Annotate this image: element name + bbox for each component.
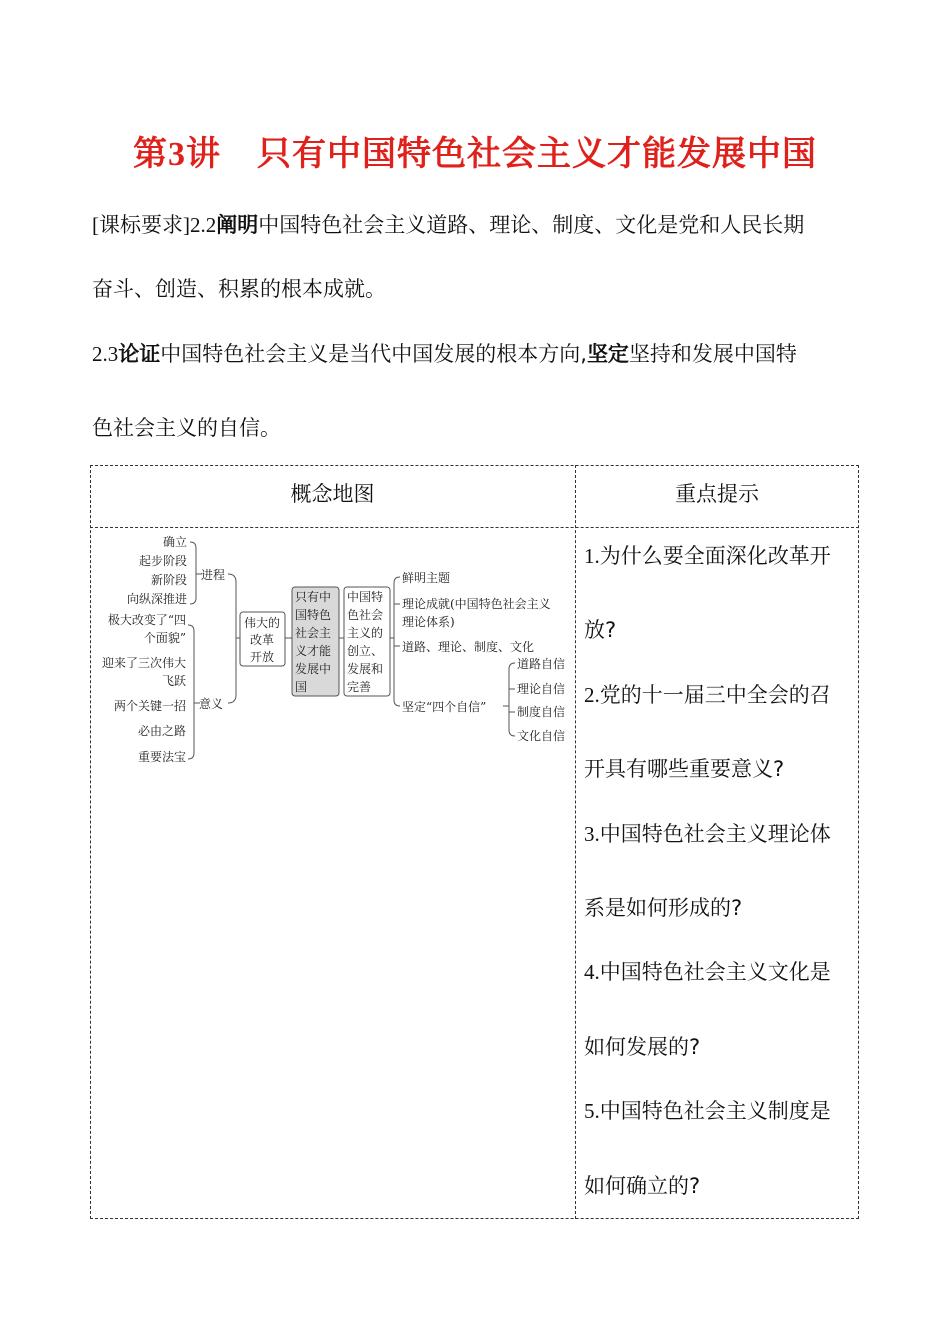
right-item: 坚定“四个自信” [402, 700, 487, 714]
right-box-line: 色社会 [347, 608, 384, 622]
key-point-5-line2: 如何确立的? [584, 1174, 701, 1198]
table-column-divider [575, 465, 576, 1219]
process-item: 向纵深推进 [126, 592, 187, 606]
page-title [0, 126, 950, 175]
requirement-2-verb-2: 坚定 [586, 342, 629, 366]
requirement-2-number: 2.3 [92, 342, 119, 366]
process-label: 进程 [201, 568, 226, 582]
key-point-2-line1 [584, 682, 856, 708]
concept-map [90, 530, 575, 770]
key-point-1-line2: 放? [584, 618, 617, 642]
center-box-line: 社会主 [295, 626, 332, 640]
key-point-number: 4. [584, 960, 600, 984]
key-point-text: 中国特色社会主义理论体 [599, 822, 831, 846]
key-point-text: 为什么要全面深化改革开 [599, 544, 831, 568]
key-point-number: 3. [584, 822, 600, 846]
left-box-line: 伟大的 [243, 616, 281, 630]
confidence-item: 制度自信 [517, 705, 566, 719]
key-point-text: 党的十一届三中全会的召 [599, 683, 831, 707]
key-point-text: 中国特色社会主义制度是 [599, 1099, 831, 1123]
left-box-line: 开放 [249, 650, 275, 664]
key-point-1-line1 [584, 543, 856, 569]
meaning-item: 个面貌” [143, 631, 186, 645]
process-item: 新阶段 [150, 573, 187, 587]
requirement-1-verb: 阐明 [216, 213, 259, 237]
process-item: 起步阶段 [138, 554, 187, 568]
right-box-line: 创立、 [347, 644, 384, 658]
header-concept-map: 概念地图 [290, 482, 375, 506]
key-point-4-line2: 如何发展的? [584, 1035, 701, 1059]
key-point-number: 2. [584, 683, 600, 707]
key-point-text: 中国特色社会主义文化是 [599, 960, 831, 984]
right-item: 道路、理论、制度、文化 [402, 640, 535, 654]
requirement-bracket-label: [课标要求] [92, 213, 190, 237]
process-item: 确立 [162, 535, 187, 549]
title-lecture-suffix: 讲 [186, 134, 221, 174]
key-point-5-line1 [584, 1098, 856, 1124]
title-lecture-prefix: 第 [133, 134, 168, 174]
key-point-2-line2: 开具有哪些重要意义? [584, 757, 785, 781]
key-point-number: 1. [584, 544, 600, 568]
left-box-line: 改革 [249, 633, 275, 647]
requirement-2-line1 [92, 341, 872, 367]
requirement-2-text-mid: 中国特色社会主义是当代中国发展的根本方向, [160, 342, 587, 366]
right-box-line: 中国特 [347, 590, 384, 604]
confidence-item: 理论自信 [517, 682, 566, 696]
meaning-item: 重要法宝 [137, 750, 186, 764]
right-box-line: 完善 [347, 680, 372, 694]
meaning-item: 两个关键一招 [113, 699, 186, 713]
center-box-line: 国特色 [295, 608, 332, 622]
table-header-divider [90, 527, 859, 528]
requirement-2-verb-1: 论证 [118, 342, 161, 366]
right-item: 理论体系) [402, 615, 455, 629]
meaning-item: 必由之路 [137, 724, 186, 738]
confidence-item: 文化自信 [517, 729, 566, 743]
confidence-item: 道路自信 [517, 657, 566, 671]
key-point-4-line1 [584, 959, 856, 985]
meaning-item: 飞跃 [161, 674, 186, 688]
key-point-3-line1 [584, 821, 856, 847]
center-box-line: 只有中 [295, 590, 332, 604]
meaning-item: 迎来了三次伟大 [101, 656, 186, 670]
right-box-line: 发展和 [347, 662, 384, 676]
requirement-1-line2: 奋斗、创造、积累的根本成就。 [92, 277, 386, 301]
center-box-line: 国 [295, 680, 308, 694]
center-box-line: 义才能 [295, 644, 332, 658]
meaning-label: 意义 [199, 697, 224, 711]
requirement-2-text: 坚持和发展中国特 [628, 342, 797, 366]
requirement-2-line2: 色社会主义的自信。 [92, 416, 281, 440]
requirement-1-number: 2.2 [190, 213, 217, 237]
meaning-item: 极大改变了“四 [107, 613, 186, 627]
key-point-3-line2: 系是如何形成的? [584, 896, 743, 920]
center-box-line: 发展中 [295, 662, 332, 676]
requirement-1-text: 中国特色社会主义道路、理论、制度、文化是党和人民长期 [258, 213, 805, 237]
title-lecture-number: 3 [168, 136, 186, 173]
key-point-number: 5. [584, 1099, 600, 1123]
right-item: 理论成就(中国特色社会主义 [402, 597, 551, 611]
right-box-line: 主义的 [347, 626, 384, 640]
right-item: 鲜明主题 [402, 571, 451, 585]
title-main: 只有中国特色社会主义才能发展中国 [257, 134, 817, 174]
header-key-points: 重点提示 [675, 482, 759, 506]
requirement-1-line1 [92, 212, 872, 238]
